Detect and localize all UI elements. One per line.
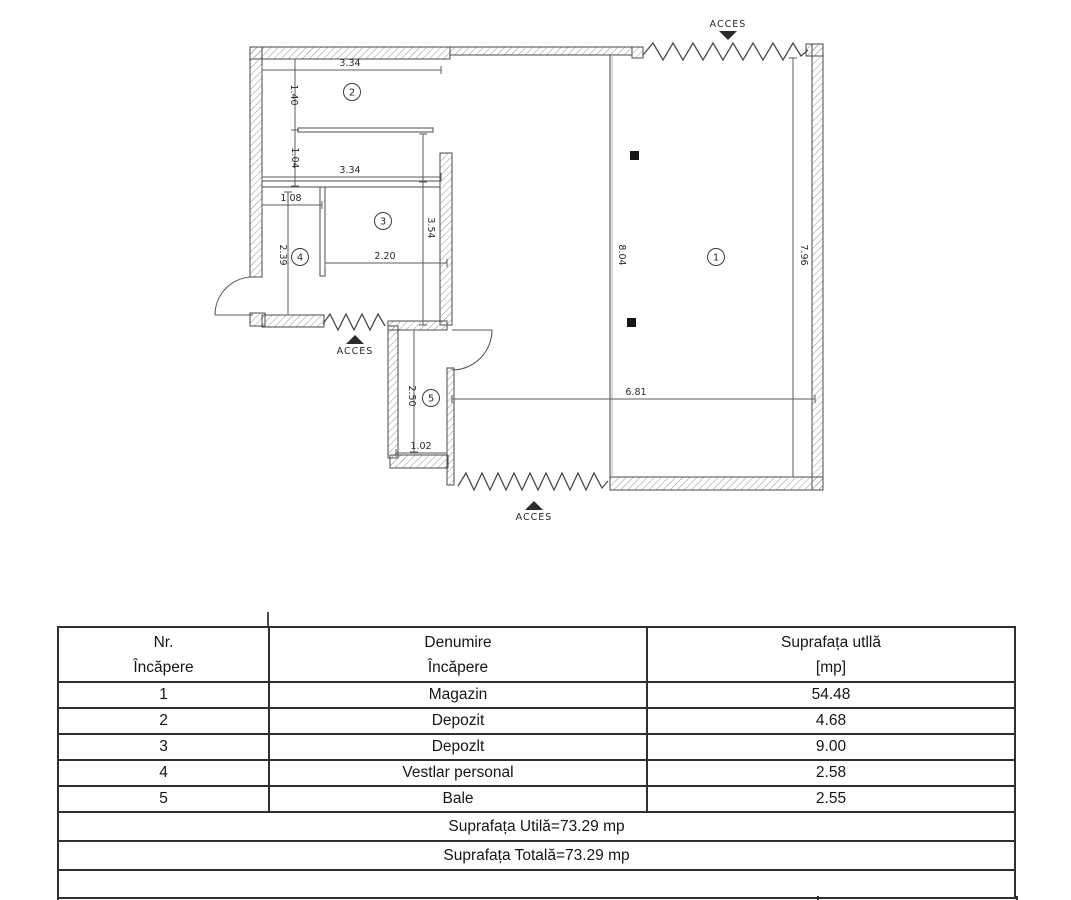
cell-name: Depozit — [269, 708, 647, 734]
cell-area: 2.58 — [647, 760, 1015, 786]
dim-label: 2.39 — [277, 244, 288, 266]
summary-utila: Suprafața Utilă=73.29 mp — [58, 812, 1015, 841]
acces-arrow-down-icon — [719, 31, 737, 40]
dim-label: 2.20 — [374, 251, 396, 262]
wall-room4-bottom — [262, 315, 324, 327]
acces-label-left: ACCES — [336, 346, 374, 357]
room-number: 2 — [348, 87, 356, 99]
header-nr — [58, 627, 269, 682]
table-row — [58, 734, 1015, 760]
cell-name: Vestlar personal — [269, 760, 647, 786]
dim-label: 6.81 — [625, 387, 647, 398]
header-suprafata-line1: Suprafața utllă — [781, 633, 881, 651]
table-header-row — [58, 627, 1015, 682]
areas-table — [57, 626, 1016, 899]
cell-name: Magazin — [269, 682, 647, 708]
table-row — [58, 708, 1015, 734]
dimension-lines — [262, 58, 815, 477]
header-nr-line2: Încăpere — [133, 658, 194, 676]
room-marker-4 — [292, 249, 309, 266]
table-row — [58, 760, 1015, 786]
wall-room4-right — [320, 187, 325, 276]
bottom-partial-divider — [817, 896, 819, 900]
wall-middle-partition — [440, 153, 452, 325]
shelf-room2 — [298, 128, 433, 132]
wall-left — [250, 47, 262, 277]
room-number: 1 — [712, 252, 720, 264]
cell-area: 4.68 — [647, 708, 1015, 734]
wall-room5-left — [388, 326, 398, 458]
columns — [627, 151, 639, 327]
dim-label: 3.34 — [339, 58, 361, 69]
table-bottom-partial-row — [57, 896, 1018, 900]
room-marker-5 — [423, 390, 440, 407]
empty-row — [58, 870, 1015, 898]
table-row — [58, 682, 1015, 708]
interior-walls — [262, 55, 612, 477]
header-nr-line1: Nr. — [153, 633, 174, 651]
dim-label: 3.34 — [339, 165, 361, 176]
exterior-walls — [250, 44, 823, 490]
cell-area: 2.55 — [647, 786, 1015, 812]
zigzag-left — [323, 314, 385, 330]
zigzag-bottom — [458, 473, 608, 490]
dim-label: 1.08 — [280, 193, 302, 204]
column-marker — [630, 151, 639, 160]
room-number: 4 — [296, 252, 304, 264]
zigzag-top — [643, 43, 808, 60]
header-denumire — [269, 627, 647, 682]
cell-nr: 1 — [58, 682, 269, 708]
dim-label: 3.54 — [425, 217, 436, 239]
wall-bottom-right — [610, 477, 823, 490]
summary-row-totala — [58, 841, 1015, 870]
room-marker-3 — [375, 213, 392, 230]
acces-label-top: ACCES — [709, 19, 747, 30]
acces-arrow-up-icon — [346, 335, 364, 344]
cell-nr: 2 — [58, 708, 269, 734]
header-denumire-line2: Încăpere — [427, 658, 489, 676]
cell-nr: 4 — [58, 760, 269, 786]
room-marker-1 — [708, 249, 725, 266]
wall-room5-bottom — [390, 455, 448, 468]
empty-cell — [58, 870, 1015, 898]
dim-label: 1.40 — [288, 84, 299, 106]
cell-nr: 5 — [58, 786, 269, 812]
wall-rooms34-top — [262, 181, 440, 187]
cell-area: 9.00 — [647, 734, 1015, 760]
wall-room5-top — [388, 321, 447, 330]
header-suprafata — [647, 627, 1015, 682]
cell-nr: 3 — [58, 734, 269, 760]
summary-totala: Suprafața Totală=73.29 mp — [58, 841, 1015, 870]
room-number: 5 — [427, 393, 435, 405]
cell-name: Bale — [269, 786, 647, 812]
table-row — [58, 786, 1015, 812]
dim-label: 1.04 — [289, 147, 300, 169]
dim-label: 1.02 — [410, 441, 432, 452]
wall-top-stub — [632, 47, 643, 58]
column-marker — [627, 318, 636, 327]
summary-row-utila — [58, 812, 1015, 841]
header-denumire-line1: Denumire — [424, 633, 492, 651]
wall-top-middle — [450, 47, 632, 55]
room-number: 3 — [379, 216, 387, 228]
dimension-labels — [277, 58, 809, 452]
acces-label-bottom: ACCES — [515, 512, 553, 523]
table-top-stub-line — [267, 612, 269, 626]
dim-label: 2.50 — [406, 385, 417, 407]
cell-name: Depozlt — [269, 734, 647, 760]
acces-arrow-up-icon — [525, 501, 543, 510]
cell-area: 54.48 — [647, 682, 1015, 708]
room-marker-2 — [344, 84, 361, 101]
wall-right — [812, 44, 823, 490]
door-arc-room5 — [452, 330, 492, 370]
dim-label: 8.04 — [616, 244, 627, 266]
header-suprafata-line2: [mp] — [815, 658, 847, 676]
door-arc-left — [215, 277, 253, 315]
dim-label: 7.96 — [798, 244, 809, 266]
